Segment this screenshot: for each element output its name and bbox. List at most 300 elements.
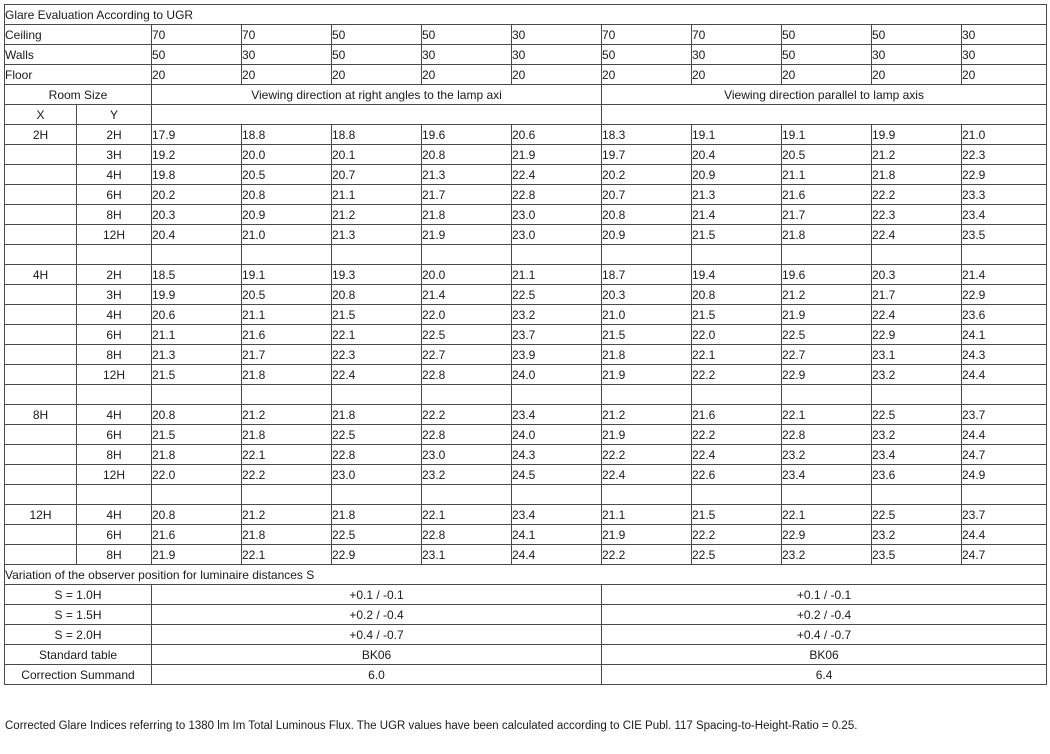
cell: 50	[782, 45, 872, 65]
cell: 23.4	[782, 465, 872, 485]
axis-x-header: X	[5, 105, 77, 125]
cell: 30	[872, 45, 962, 65]
cell: 23.2	[782, 545, 872, 565]
cell: 24.1	[962, 325, 1047, 345]
header-row-xy	[5, 105, 1047, 125]
group-x-label	[5, 165, 77, 185]
direction-header-parallel: Viewing direction parallel to lamp axis	[602, 85, 1047, 105]
cell: 50	[422, 25, 512, 45]
cell: 21.3	[422, 165, 512, 185]
cell: 30	[962, 25, 1047, 45]
title-row	[5, 5, 1047, 25]
cell: 18.5	[152, 265, 242, 285]
cell: 50	[602, 45, 692, 65]
cell: 21.1	[782, 165, 872, 185]
cell: 23.9	[512, 345, 602, 365]
cell: 22.2	[602, 445, 692, 465]
cell: 21.8	[332, 505, 422, 525]
group-x-label	[5, 205, 77, 225]
cell: 21.8	[242, 525, 332, 545]
cell: 23.4	[962, 205, 1047, 225]
group-x-label	[5, 145, 77, 165]
cell: 24.9	[962, 465, 1047, 485]
table-row	[5, 345, 1047, 365]
cell: 21.9	[602, 525, 692, 545]
row-y-label: 4H	[77, 305, 152, 325]
cell: 22.8	[332, 445, 422, 465]
cell: 21.5	[602, 325, 692, 345]
cell: 20	[782, 65, 872, 85]
cell: 18.8	[332, 125, 422, 145]
cell: 22.4	[692, 445, 782, 465]
cell: 20.4	[152, 225, 242, 245]
variation-row	[5, 585, 1047, 605]
row-y-label: 8H	[77, 545, 152, 565]
cell: 24.3	[962, 345, 1047, 365]
cell: 22.4	[512, 165, 602, 185]
cell: 24.7	[962, 445, 1047, 465]
cell: 23.4	[512, 405, 602, 425]
variation-label: S = 2.0H	[5, 625, 152, 645]
group-x-label	[5, 305, 77, 325]
group-x-label	[5, 425, 77, 445]
cell: 23.7	[512, 325, 602, 345]
cell: 22.8	[422, 425, 512, 445]
cell: 20.4	[692, 145, 782, 165]
cell: 21.1	[152, 325, 242, 345]
cell: 21.8	[152, 445, 242, 465]
cell: 21.2	[332, 205, 422, 225]
row-y-label: 6H	[77, 185, 152, 205]
row-y-label: 12H	[77, 465, 152, 485]
cell: 19.9	[872, 125, 962, 145]
cell: 23.3	[962, 185, 1047, 205]
cell: 20.9	[602, 225, 692, 245]
cell: 22.2	[692, 365, 782, 385]
table-row	[5, 525, 1047, 545]
cell: 22.0	[422, 305, 512, 325]
cell: 21.9	[152, 545, 242, 565]
cell: 21.2	[242, 405, 332, 425]
cell: 20	[512, 65, 602, 85]
cell: 22.7	[422, 345, 512, 365]
cell: 22.1	[242, 545, 332, 565]
cell: 22.0	[692, 325, 782, 345]
group-x-label	[5, 545, 77, 565]
variation-value-left: +0.4 / -0.7	[152, 625, 602, 645]
cell: 21.3	[332, 225, 422, 245]
cell: 21.7	[782, 205, 872, 225]
cell: 20.8	[332, 285, 422, 305]
cell: 20.8	[152, 505, 242, 525]
variation-label: S = 1.0H	[5, 585, 152, 605]
cell: 22.8	[422, 365, 512, 385]
cell: 22.9	[782, 525, 872, 545]
table-row	[5, 445, 1047, 465]
table-row	[5, 405, 1047, 425]
cell: 20.2	[602, 165, 692, 185]
cell: 21.4	[962, 265, 1047, 285]
variation-header-row	[5, 565, 1047, 585]
cell: 20.0	[242, 145, 332, 165]
cell: 22.3	[872, 205, 962, 225]
ugr-table	[4, 4, 1047, 685]
cell: 70	[602, 25, 692, 45]
cell: 21.1	[512, 265, 602, 285]
row-y-label: 4H	[77, 165, 152, 185]
cell: 30	[512, 45, 602, 65]
cell: 50	[332, 45, 422, 65]
cell: 23.4	[512, 505, 602, 525]
cell: 19.1	[692, 125, 782, 145]
cell: 21.1	[242, 305, 332, 325]
cell: 23.1	[422, 545, 512, 565]
cell: 22.3	[962, 145, 1047, 165]
cell: 21.1	[332, 185, 422, 205]
cell: 24.5	[512, 465, 602, 485]
cell: 19.4	[692, 265, 782, 285]
table-row	[5, 365, 1047, 385]
cell: 21.4	[692, 205, 782, 225]
group-x-label	[5, 465, 77, 485]
cell: 19.9	[152, 285, 242, 305]
cell: 20.5	[242, 165, 332, 185]
cell: 19.7	[602, 145, 692, 165]
cell: 21.9	[422, 225, 512, 245]
cell: 20	[962, 65, 1047, 85]
cell: 21.8	[242, 425, 332, 445]
cell: 22.1	[332, 325, 422, 345]
cell: 21.2	[242, 505, 332, 525]
cell: 22.4	[872, 225, 962, 245]
cell: 20.5	[242, 285, 332, 305]
cell: 21.8	[332, 405, 422, 425]
group-spacer	[5, 385, 1047, 405]
cell: 19.3	[332, 265, 422, 285]
table-row	[5, 465, 1047, 485]
row-y-label: 6H	[77, 525, 152, 545]
cell: 22.9	[962, 285, 1047, 305]
cell: 23.2	[512, 305, 602, 325]
cell: 21.8	[602, 345, 692, 365]
cell: 23.0	[512, 205, 602, 225]
group-x-label	[5, 285, 77, 305]
cell: 20	[602, 65, 692, 85]
cell: 22.1	[242, 445, 332, 465]
cell: 21.7	[242, 345, 332, 365]
group-x-label	[5, 185, 77, 205]
cell: 20	[692, 65, 782, 85]
cell: 20.6	[512, 125, 602, 145]
cell: 22.8	[422, 525, 512, 545]
cell: 21.8	[872, 165, 962, 185]
cell: 21.2	[602, 405, 692, 425]
variation-value-right: +0.1 / -0.1	[602, 585, 1047, 605]
cell: 22.2	[872, 185, 962, 205]
cell: 50	[152, 45, 242, 65]
cell: 21.5	[152, 365, 242, 385]
cell: 21.9	[602, 365, 692, 385]
row-label: Ceiling	[5, 25, 152, 45]
cell: 22.8	[782, 425, 872, 445]
row-y-label: 3H	[77, 145, 152, 165]
cell: 20.3	[602, 285, 692, 305]
cell: 24.7	[962, 545, 1047, 565]
direction-header-perpendicular: Viewing direction at right angles to the lamp axi	[152, 85, 602, 105]
cell: 20.3	[872, 265, 962, 285]
cell: 20	[332, 65, 422, 85]
cell: 22.5	[692, 545, 782, 565]
variation-row	[5, 625, 1047, 645]
cell: 22.6	[692, 465, 782, 485]
cell: 21.8	[422, 205, 512, 225]
cell: 20	[242, 65, 332, 85]
cell: 17.9	[152, 125, 242, 145]
footnote: Corrected Glare Indices referring to 1380 lm Im Total Luminous Flux. The UGR values have been calculated according to CIE Publ. 117 Spacing-to-Height-Ratio = 0.25.	[5, 720, 858, 732]
row-y-label: 3H	[77, 285, 152, 305]
header-row-directions	[5, 85, 1047, 105]
cell: 30	[962, 45, 1047, 65]
cell: 70	[692, 25, 782, 45]
axis-y-header: Y	[77, 105, 152, 125]
row-label: Floor	[5, 65, 152, 85]
cell: 21.6	[692, 405, 782, 425]
cell: 30	[422, 45, 512, 65]
cell: 22.2	[692, 525, 782, 545]
cell: 70	[242, 25, 332, 45]
spacer-left	[152, 105, 602, 125]
cell: 19.2	[152, 145, 242, 165]
cell: 22.4	[332, 365, 422, 385]
variation-label: S = 1.5H	[5, 605, 152, 625]
table-row	[5, 285, 1047, 305]
cell: 22.1	[422, 505, 512, 525]
variation-value-right: +0.4 / -0.7	[602, 625, 1047, 645]
cell: 24.0	[512, 365, 602, 385]
cell: 21.9	[602, 425, 692, 445]
group-x-label: 8H	[5, 405, 77, 425]
row-y-label: 8H	[77, 345, 152, 365]
standard-table-label: Standard table	[5, 645, 152, 665]
cell: 22.5	[422, 325, 512, 345]
cell: 21.6	[152, 525, 242, 545]
cell: 24.4	[962, 425, 1047, 445]
cell: 20.9	[692, 165, 782, 185]
row-y-label: 8H	[77, 205, 152, 225]
cell: 20.3	[152, 205, 242, 225]
cell: 23.2	[872, 365, 962, 385]
table-row	[5, 145, 1047, 165]
cell: 21.8	[242, 365, 332, 385]
cell: 20.8	[422, 145, 512, 165]
correction-summand-left: 6.0	[152, 665, 602, 685]
cell: 23.1	[872, 345, 962, 365]
cell: 21.6	[782, 185, 872, 205]
group-x-label	[5, 325, 77, 345]
cell: 23.7	[962, 505, 1047, 525]
cell: 18.7	[602, 265, 692, 285]
cell: 20.5	[782, 145, 872, 165]
cell: 20	[872, 65, 962, 85]
cell: 22.5	[332, 525, 422, 545]
cell: 19.6	[422, 125, 512, 145]
cell: 20	[152, 65, 242, 85]
cell: 21.2	[782, 285, 872, 305]
row-y-label: 2H	[77, 125, 152, 145]
cell: 21.4	[422, 285, 512, 305]
row-y-label: 2H	[77, 265, 152, 285]
cell: 21.1	[602, 505, 692, 525]
cell: 22.5	[872, 405, 962, 425]
cell: 24.4	[962, 365, 1047, 385]
cell: 18.8	[242, 125, 332, 145]
cell: 22.5	[512, 285, 602, 305]
cell: 23.4	[872, 445, 962, 465]
table-row	[5, 325, 1047, 345]
cell: 21.6	[242, 325, 332, 345]
cell: 22.2	[422, 405, 512, 425]
cell: 22.9	[962, 165, 1047, 185]
cell: 21.7	[872, 285, 962, 305]
standard-table-left: BK06	[152, 645, 602, 665]
cell: 23.7	[962, 405, 1047, 425]
table-row	[5, 125, 1047, 145]
cell: 20.8	[242, 185, 332, 205]
cell: 23.5	[962, 225, 1047, 245]
cell: 24.3	[512, 445, 602, 465]
cell: 20.7	[332, 165, 422, 185]
table-row	[5, 505, 1047, 525]
cell: 21.5	[332, 305, 422, 325]
standard-table-right: BK06	[602, 645, 1047, 665]
cell: 22.9	[332, 545, 422, 565]
cell: 22.3	[332, 345, 422, 365]
cell: 20.8	[152, 405, 242, 425]
row-label: Walls	[5, 45, 152, 65]
reflectance-row-walls	[5, 45, 1047, 65]
table-row	[5, 545, 1047, 565]
cell: 20.8	[692, 285, 782, 305]
cell: 21.0	[242, 225, 332, 245]
cell: 21.7	[422, 185, 512, 205]
cell: 22.2	[692, 425, 782, 445]
cell: 70	[152, 25, 242, 45]
cell: 23.6	[872, 465, 962, 485]
cell: 24.4	[512, 545, 602, 565]
cell: 22.2	[242, 465, 332, 485]
cell: 23.2	[872, 425, 962, 445]
table-row	[5, 165, 1047, 185]
group-x-label: 4H	[5, 265, 77, 285]
cell: 30	[692, 45, 782, 65]
table-row	[5, 205, 1047, 225]
cell: 22.4	[602, 465, 692, 485]
table-row	[5, 185, 1047, 205]
cell: 21.3	[692, 185, 782, 205]
cell: 20	[422, 65, 512, 85]
cell: 21.5	[692, 505, 782, 525]
variation-row	[5, 605, 1047, 625]
cell: 22.2	[602, 545, 692, 565]
cell: 21.0	[602, 305, 692, 325]
cell: 20.0	[422, 265, 512, 285]
cell: 21.9	[512, 145, 602, 165]
group-spacer	[5, 245, 1047, 265]
cell: 20.8	[602, 205, 692, 225]
cell: 21.5	[692, 305, 782, 325]
cell: 22.4	[872, 305, 962, 325]
row-y-label: 12H	[77, 365, 152, 385]
cell: 22.1	[692, 345, 782, 365]
variation-header: Variation of the observer position for luminaire distances S	[5, 565, 1047, 585]
reflectance-row-ceiling	[5, 25, 1047, 45]
cell: 50	[332, 25, 422, 45]
cell: 23.5	[872, 545, 962, 565]
table-row	[5, 225, 1047, 245]
reflectance-row-floor	[5, 65, 1047, 85]
group-x-label: 2H	[5, 125, 77, 145]
cell: 50	[872, 25, 962, 45]
cell: 19.6	[782, 265, 872, 285]
row-y-label: 8H	[77, 445, 152, 465]
spacer-right	[602, 105, 1047, 125]
table-row	[5, 265, 1047, 285]
cell: 19.1	[242, 265, 332, 285]
cell: 22.1	[782, 405, 872, 425]
cell: 23.0	[422, 445, 512, 465]
variation-value-left: +0.1 / -0.1	[152, 585, 602, 605]
cell: 22.1	[782, 505, 872, 525]
cell: 20.1	[332, 145, 422, 165]
group-x-label	[5, 525, 77, 545]
group-x-label	[5, 365, 77, 385]
cell: 21.5	[692, 225, 782, 245]
cell: 19.1	[782, 125, 872, 145]
correction-summand-row	[5, 665, 1047, 685]
cell: 24.0	[512, 425, 602, 445]
cell: 20.2	[152, 185, 242, 205]
cell: 22.9	[872, 325, 962, 345]
table-row	[5, 425, 1047, 445]
row-y-label: 12H	[77, 225, 152, 245]
cell: 22.5	[332, 425, 422, 445]
page-title: Glare Evaluation According to UGR	[5, 5, 1047, 25]
cell: 23.0	[332, 465, 422, 485]
row-y-label: 4H	[77, 405, 152, 425]
cell: 30	[242, 45, 332, 65]
group-x-label	[5, 445, 77, 465]
cell: 24.4	[962, 525, 1047, 545]
standard-table-row	[5, 645, 1047, 665]
cell: 30	[512, 25, 602, 45]
cell: 24.1	[512, 525, 602, 545]
row-y-label: 6H	[77, 425, 152, 445]
variation-value-left: +0.2 / -0.4	[152, 605, 602, 625]
cell: 23.2	[782, 445, 872, 465]
cell: 20.6	[152, 305, 242, 325]
correction-summand-label: Correction Summand	[5, 665, 152, 685]
cell: 23.2	[872, 525, 962, 545]
variation-value-right: +0.2 / -0.4	[602, 605, 1047, 625]
group-x-label: 12H	[5, 505, 77, 525]
group-x-label	[5, 345, 77, 365]
cell: 18.3	[602, 125, 692, 145]
cell: 20.9	[242, 205, 332, 225]
cell: 21.0	[962, 125, 1047, 145]
cell: 21.2	[872, 145, 962, 165]
cell: 22.5	[782, 325, 872, 345]
cell: 22.0	[152, 465, 242, 485]
